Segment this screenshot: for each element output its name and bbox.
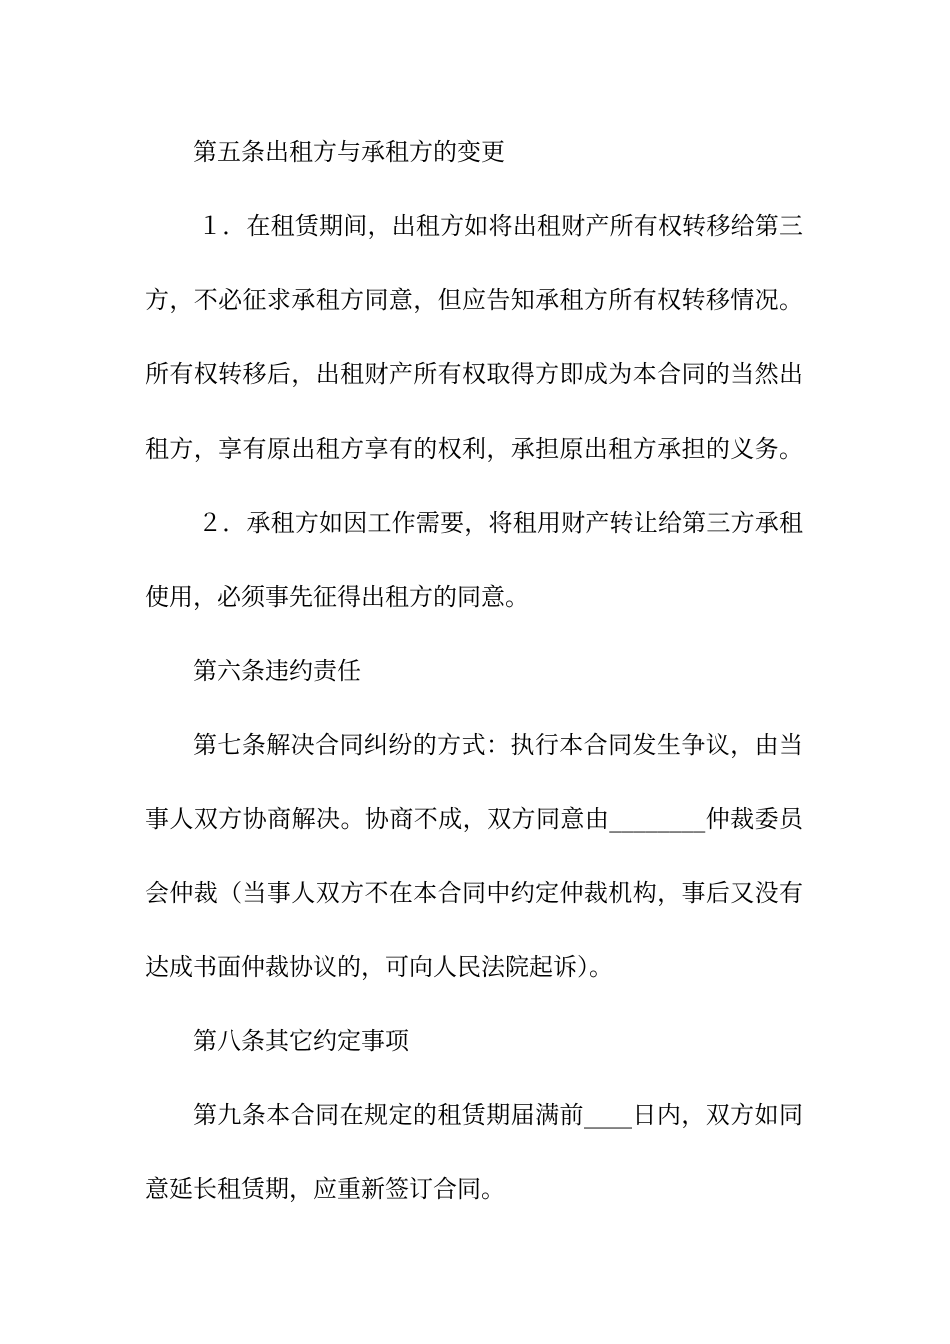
text-line-3 bbox=[0, 280, 950, 320]
text-line-5 bbox=[0, 429, 950, 469]
text-line-8 bbox=[0, 651, 950, 691]
text-line-14 bbox=[0, 1095, 950, 1135]
text-line-6 bbox=[0, 503, 950, 543]
paragraph-line: 租方，享有原出租方享有的权利，承担原出租方承担的义务。 bbox=[145, 435, 803, 463]
text-line-10 bbox=[0, 799, 950, 839]
paragraph-line: 事人双方协商解决。协商不成，双方同意由________仲裁委员 bbox=[145, 805, 803, 833]
text-line-11 bbox=[0, 873, 950, 913]
paragraph-line: 会仲裁（当事人双方不在本合同中约定仲裁机构，事后又没有 bbox=[145, 879, 803, 907]
text-line-12 bbox=[0, 947, 950, 987]
paragraph-line: 第七条解决合同纠纷的方式：执行本合同发生争议，由当 bbox=[193, 731, 803, 759]
heading-article-6: 第六条违约责任 bbox=[193, 657, 361, 685]
heading-article-8: 第八条其它约定事项 bbox=[193, 1027, 409, 1055]
heading-article-5: 第五条出租方与承租方的变更 bbox=[193, 138, 505, 166]
text-line-13 bbox=[0, 1021, 950, 1061]
paragraph-line: 第九条本合同在规定的租赁期届满前____日内，双方如同 bbox=[193, 1101, 803, 1129]
paragraph-line: 所有权转移后，出租财产所有权取得方即成为本合同的当然出 bbox=[145, 360, 803, 388]
paragraph-line: ２．承租方如因工作需要，将租用财产转让给第三方承租 bbox=[198, 509, 803, 537]
paragraph-line: １．在租赁期间，出租方如将出租财产所有权转移给第三 bbox=[198, 212, 803, 240]
text-line-15 bbox=[0, 1169, 950, 1209]
paragraph-line: 方，不必征求承租方同意，但应告知承租方所有权转移情况。 bbox=[145, 286, 803, 314]
text-line-9 bbox=[0, 725, 950, 765]
paragraph-line: 达成书面仲裁协议的，可向人民法院起诉）。 bbox=[145, 953, 613, 981]
text-line-1 bbox=[0, 132, 950, 172]
text-line-7 bbox=[0, 577, 950, 617]
paragraph-line: 使用，必须事先征得出租方的同意。 bbox=[145, 583, 529, 611]
paragraph-line: 意延长租赁期，应重新签订合同。 bbox=[145, 1175, 505, 1203]
text-line-2 bbox=[0, 206, 950, 246]
text-line-4 bbox=[0, 354, 950, 394]
